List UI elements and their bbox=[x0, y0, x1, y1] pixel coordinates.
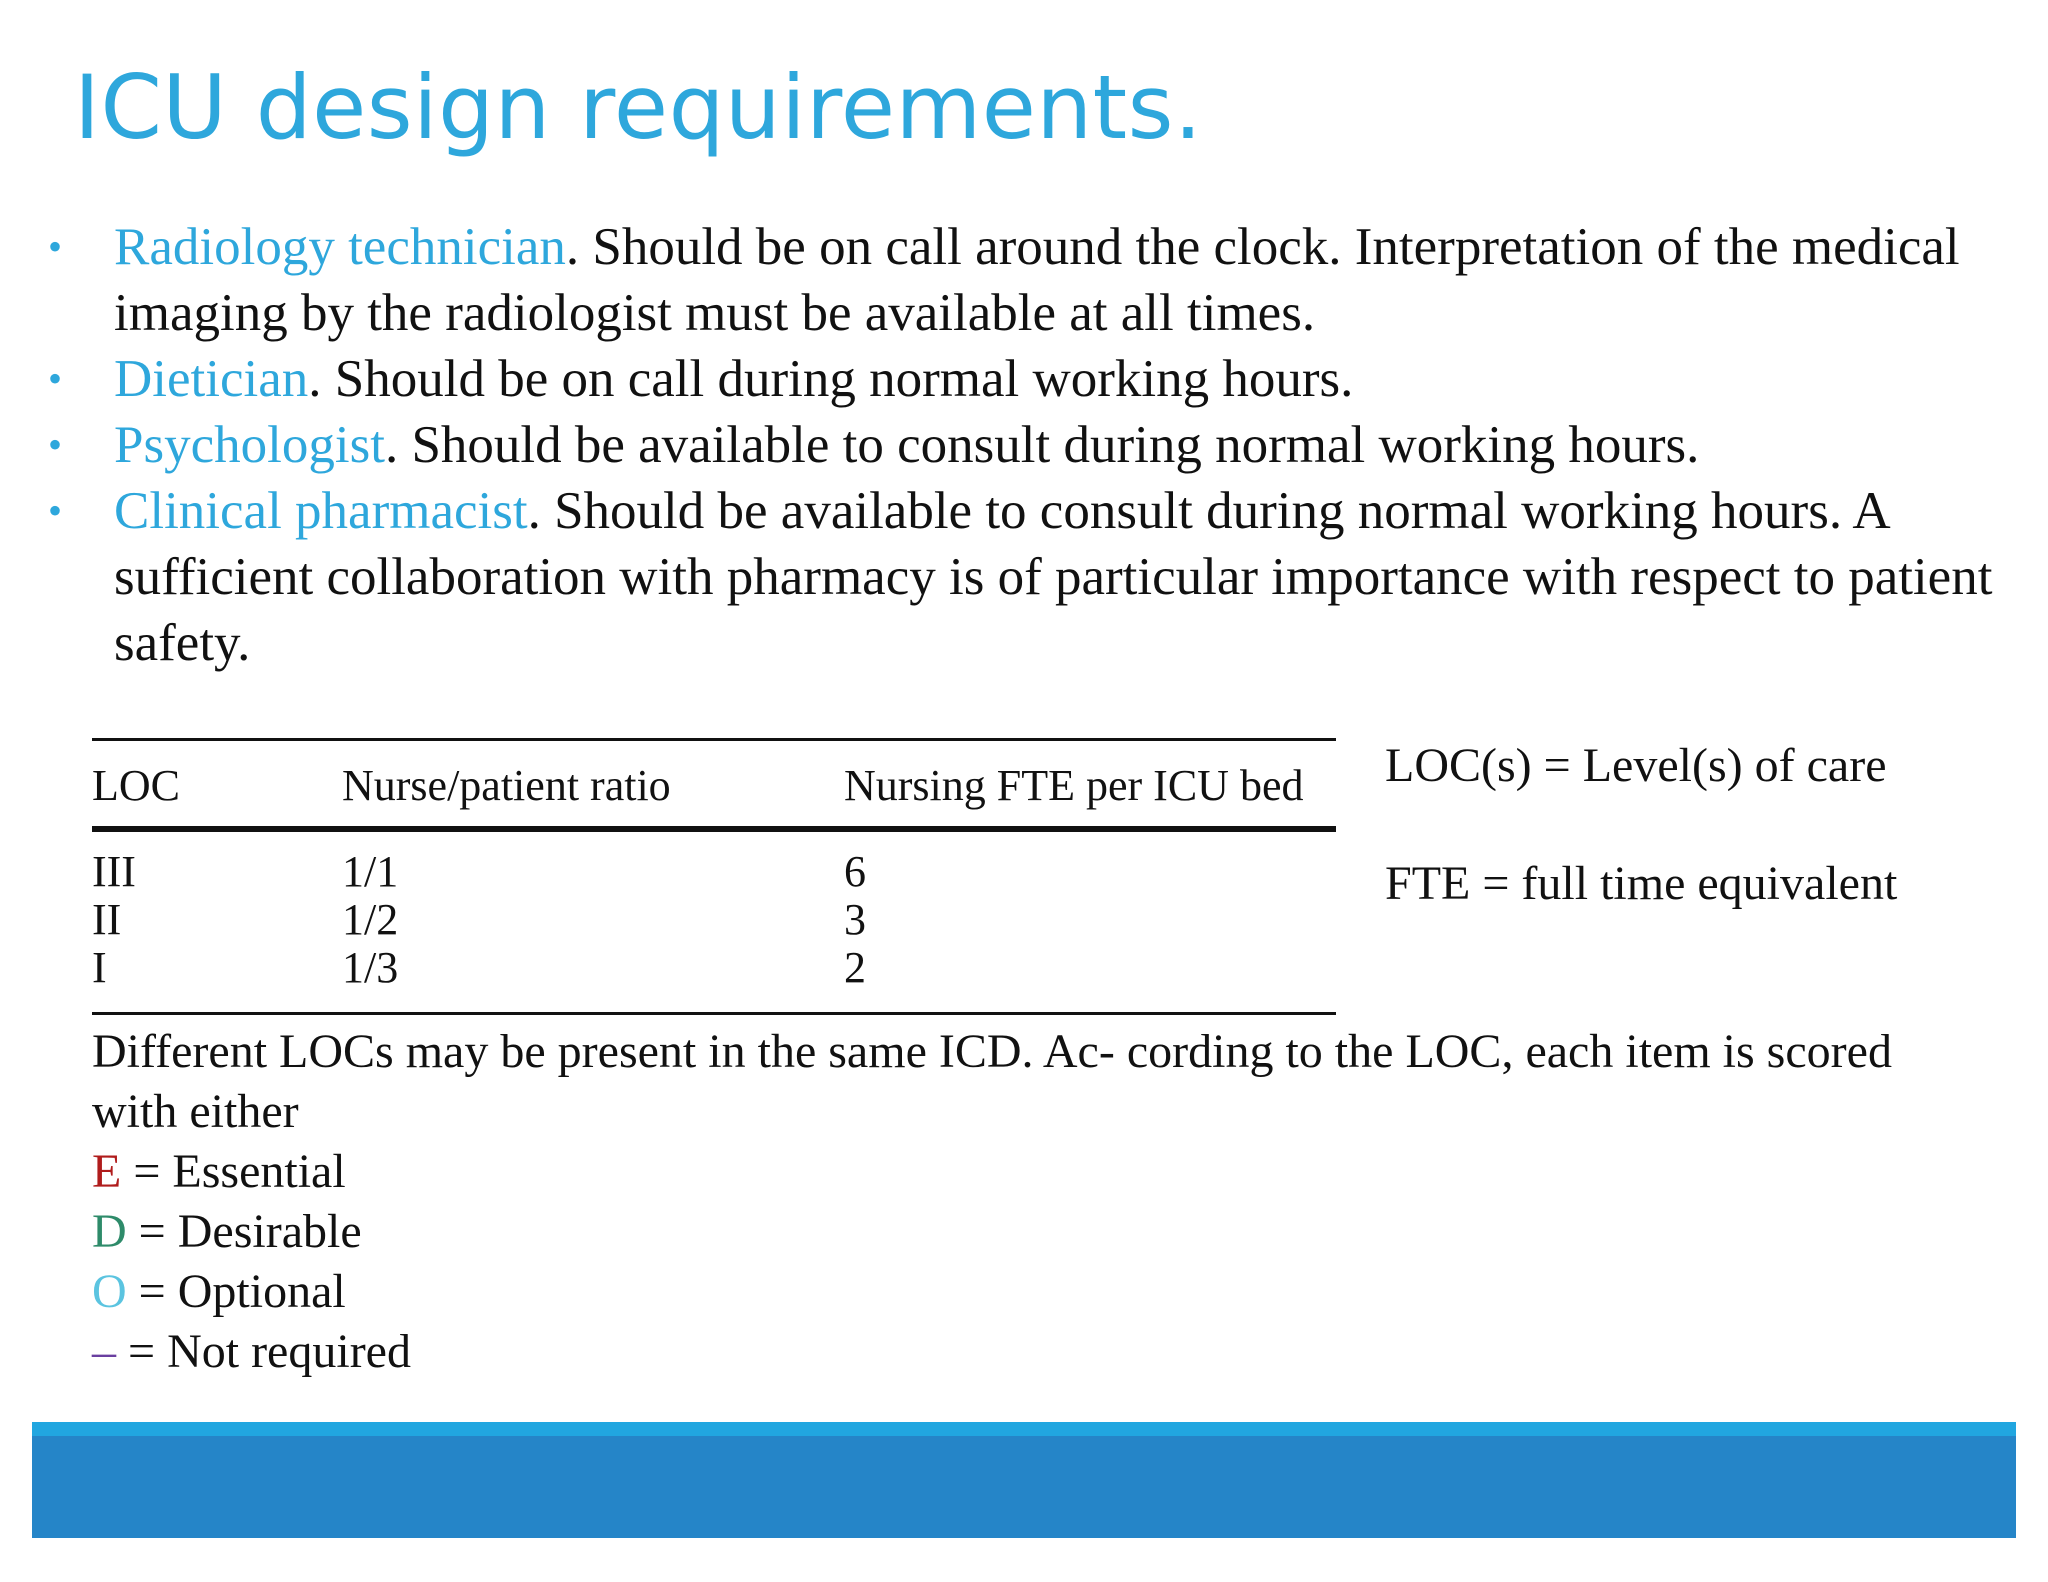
legend-intro-cont: with either bbox=[92, 1085, 299, 1138]
table-cell-fte: 6 bbox=[844, 847, 866, 896]
legend-item-desirable bbox=[92, 1202, 2012, 1262]
legend-code: E bbox=[92, 1145, 122, 1198]
abbreviation-fte: FTE = full time equivalent bbox=[1385, 857, 1898, 910]
table-cell-ratio: 1/3 bbox=[342, 943, 399, 992]
bullet-text: . Should be available to consult during normal working hours. bbox=[384, 416, 1700, 474]
legend-item-not-required bbox=[92, 1322, 2012, 1382]
bullet-term: Dietician bbox=[114, 350, 309, 408]
bullet-item-pharmacist bbox=[48, 478, 1998, 676]
bullet-item-dietician bbox=[48, 346, 1998, 412]
table-cell-loc: I bbox=[92, 943, 107, 992]
legend-text: = Essential bbox=[121, 1145, 346, 1198]
bullet-list bbox=[48, 214, 1998, 676]
bullet-term: Radiology technician bbox=[114, 218, 566, 276]
bullet-icon: • bbox=[48, 224, 63, 269]
table-header-loc: LOC bbox=[92, 761, 180, 810]
bullet-text: . Should be available to consult during normal working hours. A sufficient collaboration with pharmacy is of particular importance with respect to patient safety. bbox=[114, 482, 1993, 672]
bullet-icon: • bbox=[48, 422, 63, 467]
table-bottom-rule bbox=[92, 1012, 1336, 1015]
staffing-table bbox=[92, 738, 1336, 1016]
legend-intro: Different LOCs may be present in the same ICD. Ac- cording to the LOC, each item is scored bbox=[92, 1025, 1892, 1078]
table-cell-loc: II bbox=[92, 895, 122, 944]
table-top-rule bbox=[92, 738, 1336, 741]
abbreviation-loc: LOC(s) = Level(s) of care bbox=[1385, 739, 1887, 792]
legend-text: = Not required bbox=[116, 1325, 411, 1378]
legend-text: = Optional bbox=[126, 1265, 346, 1318]
legend-item-optional bbox=[92, 1262, 2012, 1322]
table-cell-fte: 2 bbox=[844, 943, 866, 992]
legend-code: D bbox=[92, 1205, 127, 1258]
bullet-item-psychologist bbox=[48, 412, 1998, 478]
table-header-fte: Nursing FTE per ICU bed bbox=[844, 761, 1304, 810]
legend-code: O bbox=[92, 1265, 127, 1318]
bullet-item-radiology bbox=[48, 214, 1998, 346]
bullet-text: . Should be on call around the clock. Interpretation of the medical imaging by the radiologist must be available at all times. bbox=[114, 218, 1960, 342]
table-header-ratio: Nurse/patient ratio bbox=[342, 761, 671, 810]
table-cell-fte: 3 bbox=[844, 895, 866, 944]
legend-item-essential bbox=[92, 1142, 2012, 1202]
bullet-icon: • bbox=[48, 488, 63, 533]
bullet-icon: • bbox=[48, 356, 63, 401]
bullet-term: Clinical pharmacist bbox=[114, 482, 528, 540]
slide-title: ICU design requirements. bbox=[74, 56, 1203, 159]
table-cell-ratio: 1/2 bbox=[342, 895, 399, 944]
legend-text: = Desirable bbox=[126, 1205, 362, 1258]
footer-bar bbox=[32, 1436, 2016, 1538]
bullet-text: . Should be on call during normal working hours. bbox=[308, 350, 1354, 408]
footer-bar-accent bbox=[32, 1422, 2016, 1436]
bullet-term: Psychologist bbox=[114, 416, 385, 474]
scoring-legend bbox=[92, 1022, 2012, 1382]
legend-code: – bbox=[92, 1325, 116, 1378]
table-header-rule bbox=[92, 826, 1336, 832]
table-cell-loc: III bbox=[92, 847, 136, 896]
table-cell-ratio: 1/1 bbox=[342, 847, 399, 896]
